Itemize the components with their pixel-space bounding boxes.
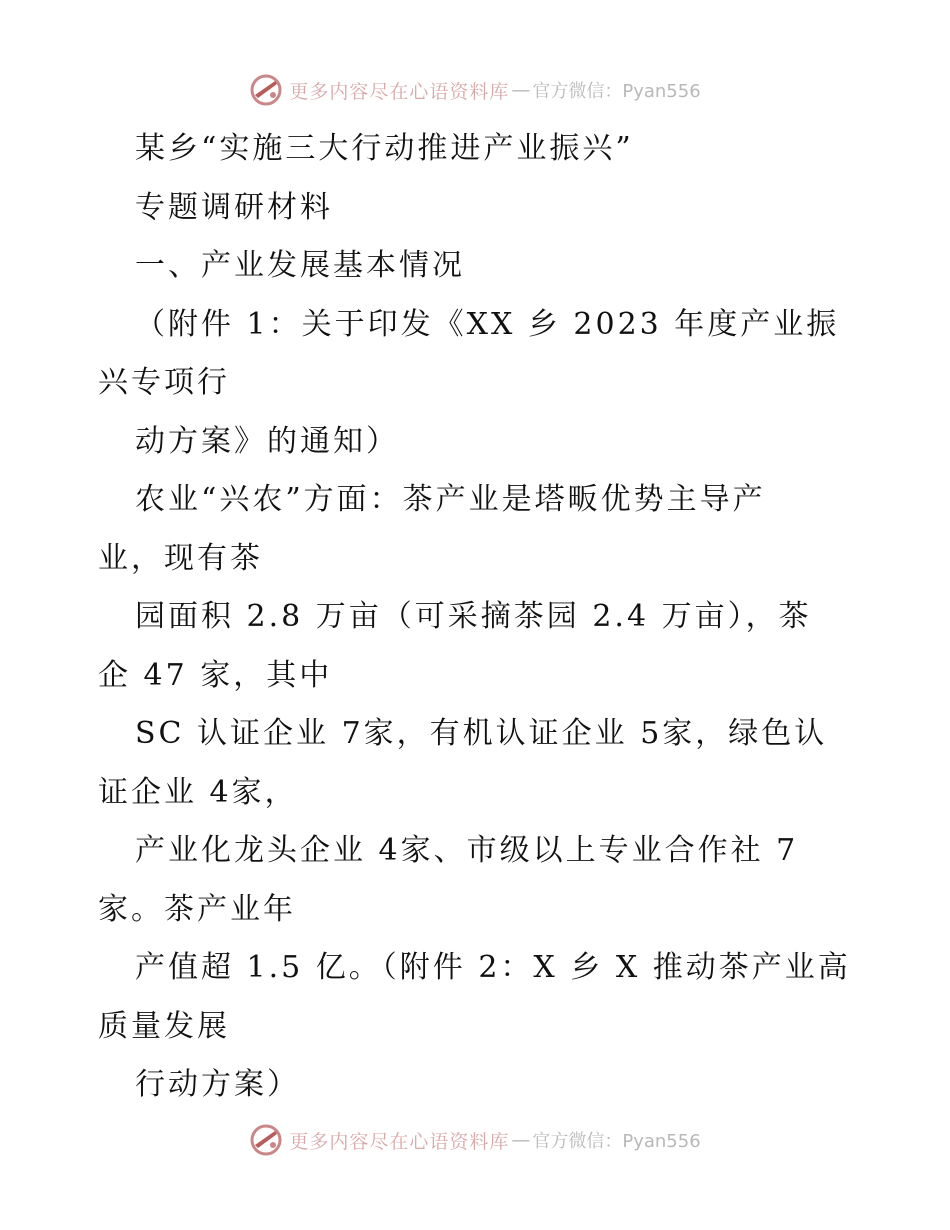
pen-logo-icon: [249, 1123, 283, 1157]
section-heading: 一、产业发展基本情况: [135, 248, 465, 283]
paragraph-line: （附件 1：关于印发《XX 乡 2023 年度产业振: [135, 306, 840, 342]
header-watermark: [0, 70, 950, 110]
paragraph-line: 质量发展: [98, 1008, 230, 1044]
footer-watermark: [0, 1120, 950, 1160]
paragraph-line: SC 认证企业 7家，有机认证企业 5家，绿色认: [135, 716, 828, 751]
paragraph-line: 动方案》的通知）: [135, 423, 399, 459]
pen-logo-icon: [249, 73, 283, 107]
paragraph-line: 证企业 4家，: [98, 774, 298, 810]
paragraph-line: 园面积 2.8 万亩（可采摘茶园 2.4 万亩），茶: [135, 599, 812, 634]
paragraph-line: 家。茶产业年: [98, 891, 296, 927]
watermark-wechat: 官方微信：Pyan556: [532, 81, 701, 102]
watermark-name: 更多内容尽在心语资料库: [289, 1130, 510, 1153]
document-body: [98, 120, 858, 1115]
watermark-separator: —: [511, 79, 531, 101]
paragraph-line: 兴专项行: [98, 365, 230, 400]
watermark-separator: —: [511, 1129, 531, 1151]
watermark-wechat: 官方微信：Pyan556: [532, 1131, 701, 1152]
paragraph-line: 业，现有茶: [98, 540, 263, 576]
doc-title: 某乡“实施三大行动推进产业振兴”: [135, 131, 634, 166]
paragraph-line: 企 47 家，其中: [98, 657, 333, 693]
doc-subtitle: 专题调研材料: [135, 189, 333, 225]
paragraph-line: 行动方案）: [135, 1067, 300, 1102]
paragraph-line: 产值超 1.5 亿。（附件 2：X 乡 X 推动茶产业高: [135, 950, 851, 985]
watermark-name: 更多内容尽在心语资料库: [289, 80, 510, 103]
paragraph-line: 产业化龙头企业 4家、市级以上专业合作社 7: [135, 833, 799, 868]
paragraph-line: 农业“兴农”方面：茶产业是塔畈优势主导产: [135, 482, 766, 517]
